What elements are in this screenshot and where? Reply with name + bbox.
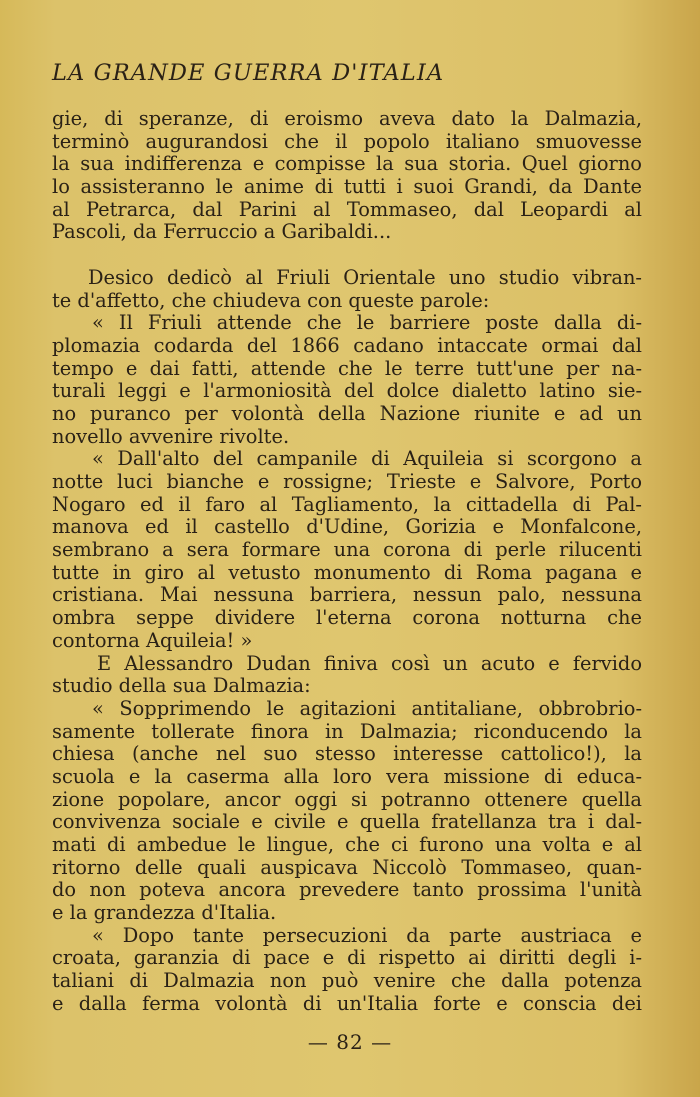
text-line: « Dopo tante persecuzioni da parte austriaca e — [92, 924, 642, 947]
running-head: LA GRANDE GUERRA D'ITALIA — [52, 60, 445, 86]
text-line: « Sopprimendo le agitazioni antitaliane, obbrobrio- — [92, 697, 642, 720]
text-line: manova ed il castello d'Udine, Gorizia e Monfalcone, — [52, 516, 642, 539]
text-line: notte luci bianche e rossigne; Trieste e Salvore, Porto — [52, 471, 642, 493]
text-line: Pascoli, da Ferruccio a Garibaldi... — [52, 220, 392, 244]
text-line: gie, di speranze, di eroismo aveva dato la Dalmazia, — [52, 108, 642, 130]
text-line: e dalla ferma volontà di un'Italia forte e conscia dei — [52, 992, 642, 1015]
body-text — [52, 108, 642, 1016]
text-line: turali leggi e l'armoniosità del dolce dialetto latino sie- — [52, 380, 642, 403]
text-line: terminò augurandosi che il popolo italiano smuovesse — [52, 130, 642, 153]
text-line: do non poteva ancora prevedere tanto prossima l'unità — [52, 879, 642, 902]
paragraph-1 — [52, 108, 642, 244]
text-line: samente tollerate finora in Dalmazia; riconducendo la — [52, 720, 642, 743]
paragraph-2 — [52, 267, 642, 312]
text-line: plomazia codarda del 1866 cadano intaccate ormai dal — [52, 334, 642, 357]
paragraph-4 — [52, 448, 642, 652]
paragraph-3 — [52, 312, 642, 448]
text-line: ritorno delle quali auspicava Niccolò Tommaseo, quan- — [52, 856, 642, 879]
text-line: al Petrarca, dal Parini al Tommaseo, dal Leopardi al — [52, 198, 642, 221]
text-line: tutte in giro al vetusto monumento di Roma pagana e — [52, 561, 642, 584]
text-line: te d'affetto, che chiudeva con queste parole: — [52, 288, 490, 312]
text-line: ombra seppe dividere l'eterna corona notturna che — [52, 607, 642, 630]
text-line: cristiana. Mai nessuna barriera, nessun palo, nessuna — [52, 584, 642, 607]
text-line: taliani di Dalmazia non può venire che dalla potenza — [52, 970, 642, 993]
text-line: croata, garanzia di pace e di rispetto ai diritti degli i- — [52, 947, 642, 970]
text-line: E Alessandro Dudan finiva così un acuto e fervido — [97, 652, 642, 675]
paragraph-7 — [52, 925, 642, 1016]
text-line: novello avvenire rivolte. — [52, 424, 290, 448]
text-line: « Il Friuli attende che le barriere poste dalla di- — [92, 312, 642, 335]
text-line: e la grandezza d'Italia. — [52, 901, 277, 925]
text-line: « Dall'alto del campanile di Aquileia si scorgono a — [92, 448, 642, 471]
text-line: tempo e dai fatti, attende che le terre tutt'une per na- — [52, 357, 642, 380]
text-line: mati di ambedue le lingue, che ci furono una volta e al — [52, 834, 642, 856]
paragraph-6 — [52, 698, 642, 925]
text-line: la sua indifferenza e compisse la sua storia. Quel giorno — [52, 153, 642, 176]
text-line: studio della sua Dalmazia: — [52, 674, 311, 698]
text-line: contorna Aquileia! » — [52, 628, 253, 652]
text-line: zione popolare, ancor oggi si potranno ottenere quella — [52, 788, 642, 811]
text-line: sembrano a sera formare una corona di perle rilucenti — [52, 539, 642, 562]
text-line: convivenza sociale e civile e quella fratellanza tra i dal- — [52, 811, 642, 834]
paragraph-gap — [52, 244, 642, 267]
text-line: scuola e la caserma alla loro vera missione di educa- — [52, 765, 642, 788]
text-line: chiesa (anche nel suo stesso interesse cattolico!), la — [52, 743, 642, 766]
paragraph-5 — [52, 653, 642, 698]
page-number: — 82 — — [307, 1030, 393, 1054]
text-line: Nogaro ed il faro al Tagliamento, la cittadella di Pal- — [52, 493, 642, 516]
text-line: Desico dedicò al Friuli Orientale uno studio vibran- — [88, 266, 642, 289]
text-line: no puranco per volontà della Nazione riunite e ad un — [52, 402, 642, 425]
text-line: lo assisteranno le anime di tutti i suoi Grandi, da Dante — [52, 176, 642, 199]
